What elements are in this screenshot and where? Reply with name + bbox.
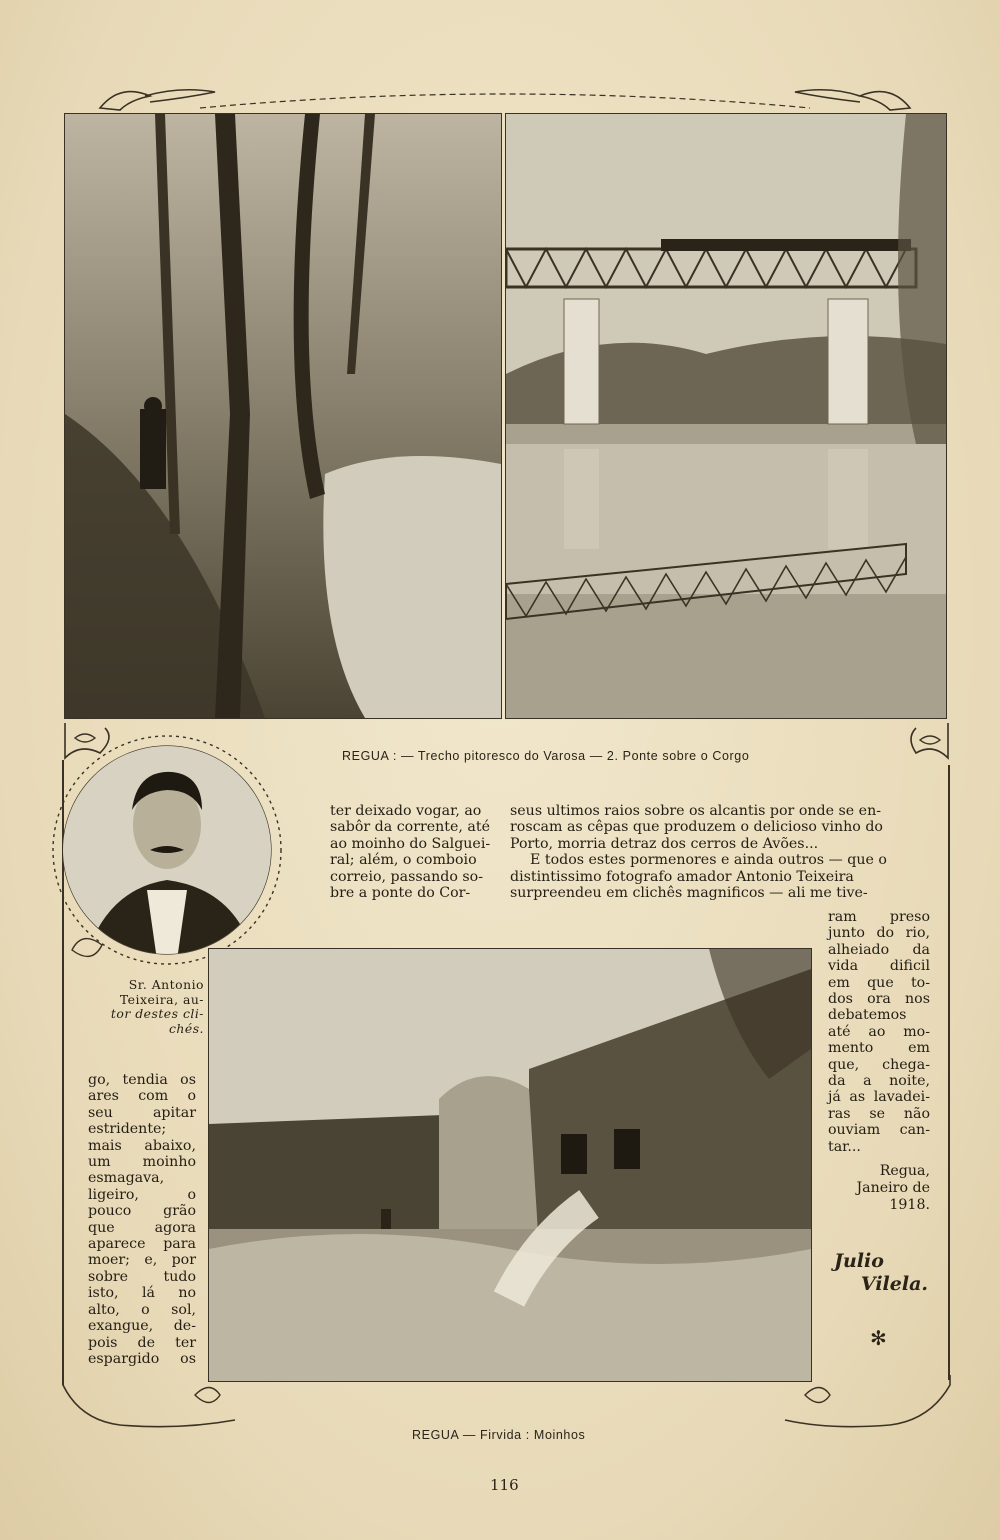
- text-column-right-narrow: [828, 909, 930, 1155]
- text-line: junto do rio,: [828, 925, 930, 942]
- photo-trecho-varosa: [64, 113, 502, 719]
- text-line: sobre tudo: [88, 1268, 196, 1285]
- dateline-line: Regua,: [879, 1163, 930, 1179]
- text-line: tar...: [828, 1138, 861, 1155]
- text-column-left-bottom: [88, 1072, 196, 1367]
- text-line: roscam as cêpas que produzem o delicioso vinho do: [510, 819, 883, 836]
- text-column-right: [510, 803, 930, 901]
- portrait-caption-line: chés.: [168, 1020, 204, 1036]
- dateline: [828, 1163, 930, 1214]
- text-line: exangue, de-: [88, 1318, 196, 1335]
- text-line: correio, passando so-: [330, 868, 483, 885]
- text-line: debatemos: [828, 1007, 907, 1024]
- text-line: dos ora nos: [828, 991, 930, 1008]
- text-line: E todos estes pormenores e ainda outros — que o: [530, 852, 887, 869]
- caption-bottom: REGUA — Firvida : Moinhos: [412, 1428, 586, 1442]
- text-line: ao moinho do Salguei-: [330, 835, 491, 852]
- text-line: um moinho: [88, 1154, 196, 1171]
- photo-ponte-corgo: [505, 113, 947, 719]
- text-line: distintissimo fotografo amador Antonio Teixeira: [510, 868, 854, 885]
- photo-firvida-moinhos-art: [209, 949, 811, 1381]
- text-line: go, tendia os: [88, 1072, 196, 1088]
- text-line: isto, lá no: [88, 1285, 196, 1302]
- ornament-bottom-left: [60, 1375, 240, 1435]
- text-line: que, chega-: [828, 1056, 930, 1073]
- text-line: em que to-: [828, 974, 930, 991]
- signature-line: Vilela.: [860, 1273, 928, 1295]
- photo-trecho-varosa-art: [65, 114, 501, 718]
- text-line: aparece para: [88, 1236, 196, 1253]
- text-line: estridente;: [88, 1121, 167, 1138]
- text-line: ouviam can-: [828, 1122, 930, 1139]
- star-ornament: ✻: [870, 1326, 887, 1350]
- text-line: ter deixado vogar, ao: [330, 803, 482, 819]
- text-line: esmagava,: [88, 1170, 165, 1187]
- signature-line: Julio: [834, 1250, 884, 1272]
- portrait-art: [42, 730, 292, 975]
- text-line: pois de ter: [88, 1334, 196, 1351]
- portrait-medallion: [42, 730, 292, 975]
- dateline-line: 1918.: [889, 1197, 930, 1213]
- text-line: alheiado da: [828, 941, 930, 958]
- text-line: mento em: [828, 1040, 930, 1057]
- text-line: que agora: [88, 1219, 196, 1236]
- text-line: ares com o: [88, 1088, 196, 1105]
- portrait-caption-line: Sr. Antonio: [128, 977, 204, 992]
- dateline-line: Janeiro de: [856, 1180, 930, 1196]
- portrait-caption-line: Teixeira, au-: [119, 991, 204, 1007]
- text-line: ram preso: [828, 909, 930, 925]
- text-line: mais abaixo,: [88, 1137, 196, 1154]
- ornament-bottom-right: [780, 1375, 955, 1435]
- text-column-middle: [330, 803, 496, 901]
- text-line: sabôr da corrente, até: [330, 819, 490, 836]
- text-line: ligeiro, o: [88, 1186, 196, 1203]
- top-ornament: [90, 78, 920, 118]
- right-frame-line: [948, 765, 950, 1380]
- text-line: da a noite,: [828, 1073, 930, 1090]
- text-line: ras se não: [828, 1105, 930, 1122]
- text-line: bre a ponte do Cor-: [330, 885, 471, 902]
- text-line: pouco grão: [88, 1203, 196, 1220]
- caption-top: REGUA : — Trecho pitoresco do Varosa — 2. Ponte sobre o Corgo: [342, 749, 750, 763]
- text-line: seus ultimos raios sobre os alcantis por onde se en-: [510, 803, 882, 819]
- ornament-mid-right: [908, 718, 958, 763]
- text-line: já as lavadei-: [828, 1089, 930, 1106]
- text-line: surpreendeu em clichês magnificos — ali me tive-: [510, 885, 868, 902]
- text-line: Porto, morria detraz dos cerros de Avões...: [510, 835, 819, 852]
- text-line: até ao mo-: [828, 1023, 930, 1040]
- portrait-caption-line: tor destes cli-: [110, 1006, 204, 1021]
- text-line: seu apitar: [88, 1104, 196, 1121]
- text-line: espargido os: [88, 1350, 196, 1367]
- text-line: vida dificil: [828, 958, 930, 975]
- portrait-caption: [74, 978, 204, 1036]
- signature: [828, 1250, 930, 1296]
- text-line: moer; e, por: [88, 1252, 196, 1269]
- text-line: alto, o sol,: [88, 1301, 196, 1318]
- text-line: ral; além, o comboio: [330, 852, 477, 869]
- page-number: 116: [490, 1476, 519, 1494]
- photo-ponte-corgo-art: [506, 114, 946, 718]
- photo-firvida-moinhos: [208, 948, 812, 1382]
